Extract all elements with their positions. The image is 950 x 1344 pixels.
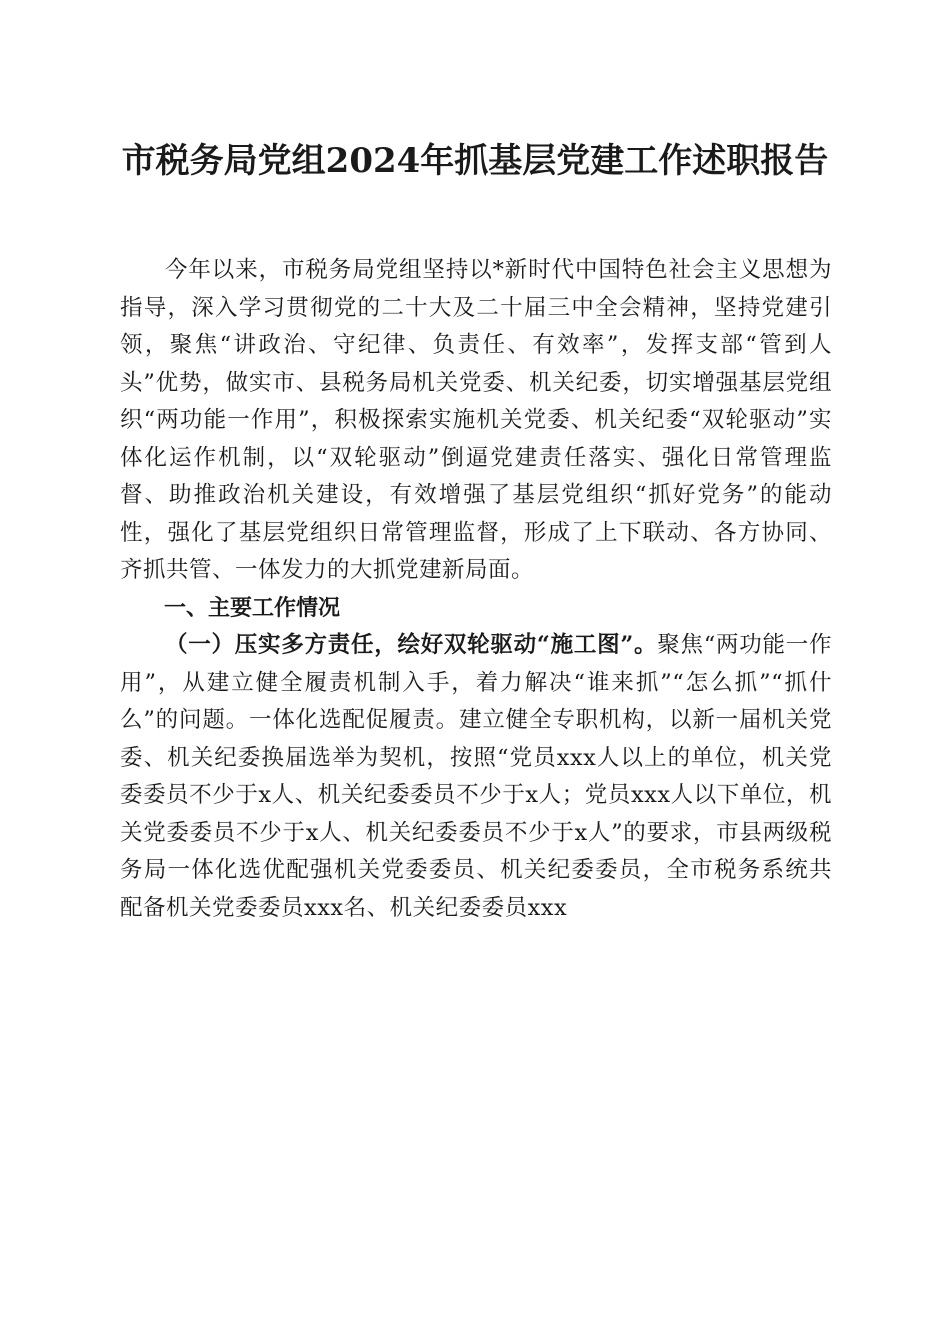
subsection-lead: （一）压实多方责任，绘好双轮驱动“施工图”。	[165, 632, 658, 658]
document-title: 市税务局党组2024年抓基层党建工作述职报告	[121, 141, 829, 181]
subsection-paragraph	[120, 627, 832, 927]
document-body	[120, 252, 832, 927]
subsection-body: 聚焦“两功能一作用”，从建立健全履责机制入手，着力解决“谁来抓”“怎么抓”“抓什么”的问题。一体化选配促履责。建立健全专职机构，以新一届机关党委、机关纪委换届选举为契机，按照“党员xxx人以上的单位，机关党委委员不少于x人、机关纪委委员不少于x人；党员xxx人以下单位，机关党委委员不少于x人、机关纪委委员不少于x人”的要求，市县两级税务局一体化选优配强机关党委委员、机关纪委委员，全市税务系统共配备机关党委委员xxx名、机关纪委委员xxx	[120, 632, 832, 921]
intro-paragraph: 今年以来，市税务局党组坚持以*新时代中国特色社会主义思想为指导，深入学习贯彻党的二十大及二十届三中全会精神，坚持党建引领，聚焦“讲政治、守纪律、负责任、有效率”，发挥支部“管到人头”优势，做实市、县税务局机关党委、机关纪委，切实增强基层党组织“两功能一作用”，积极探索实施机关党委、机关纪委“双轮驱动”实体化运作机制，以“双轮驱动”倒逼党建责任落实、强化日常管理监督、助推政治机关建设，有效增强了基层党组织“抓好党务”的能动性，强化了基层党组织日常管理监督，形成了上下联动、各方协同、齐抓共管、一体发力的大抓党建新局面。	[120, 257, 832, 583]
section-heading: 一、主要工作情况	[164, 595, 341, 621]
